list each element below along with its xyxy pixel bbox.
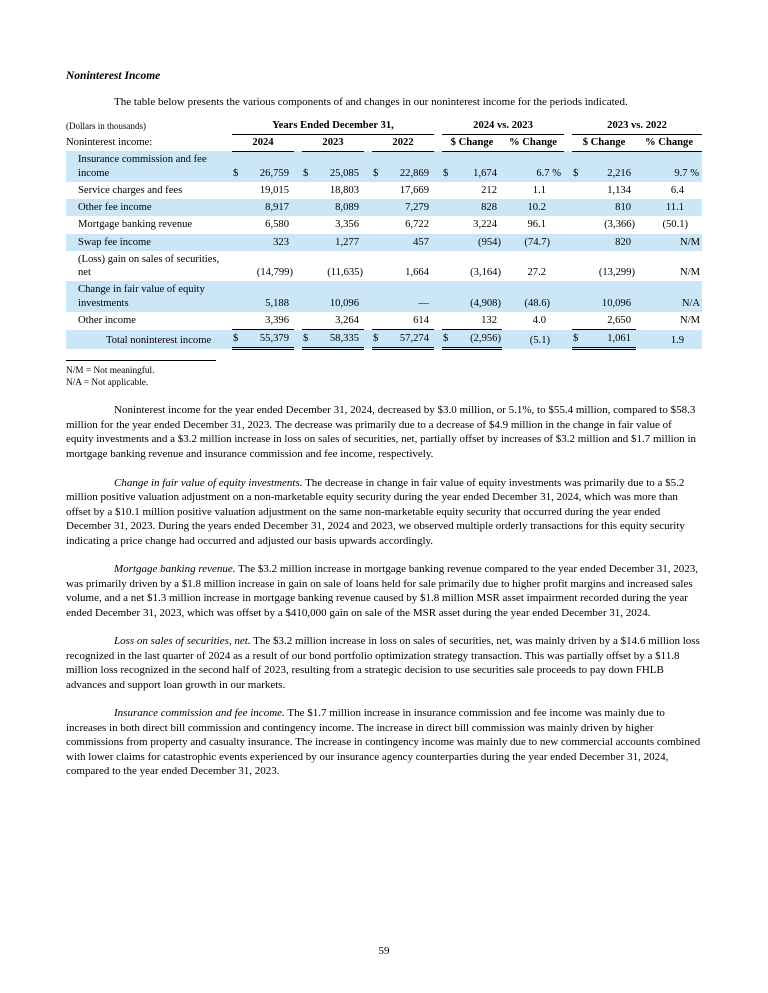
value-2022: 57,274: [386, 330, 434, 349]
table-row: [66, 216, 702, 233]
dollar-change-2024-2023: (2,956): [456, 330, 502, 349]
dollar-sign: $: [372, 330, 386, 349]
table-row: [66, 281, 702, 311]
value-2022: 22,869: [386, 151, 434, 181]
intro-paragraph: The table below presents the various components of and changes in our noninterest income for the periods indicated.: [114, 96, 628, 108]
dollar-sign: $: [442, 330, 456, 349]
dollar-change-2024-2023: 132: [456, 312, 502, 330]
dollar-change-2024-2023: 828: [456, 199, 502, 216]
pct-change-2023-2022: 1.9: [636, 330, 702, 349]
paragraph-text: The decrease in change in fair value of equity investments was primarily due to a $5.2 million positive valuation adjustment on a non-marketable equity security during the year ended December 31, 2024, which was more than offset by a $10.1 million positive valuation adjustment on the same non-marketable equity security that occurred during the year ended December 31, 2023. During the years ended December 31, 2024 and 2023, we observed multiple orderly transactions for this equity security indicating a price change had occurred and adjusted our basis upwards accordingly.: [66, 476, 685, 547]
dollar-sign: [232, 234, 246, 251]
paragraph-lead: Change in fair value of equity investments.: [114, 476, 303, 489]
dollars-in-thousands-note: (Dollars in thousands): [66, 121, 146, 131]
dollar-sign: [372, 281, 386, 311]
value-2024: 3,396: [246, 312, 294, 330]
dollar-change-2024-2023: 212: [481, 184, 497, 196]
col-header-2023: 2023: [302, 134, 364, 151]
section-title: Noninterest Income: [66, 70, 161, 82]
dollar-sign: [572, 251, 586, 281]
dollar-sign: [232, 281, 246, 311]
paragraph-text: Noninterest income for the year ended December 31, 2024, decreased by $3.0 million, or 5.1%, to $55.4 million, compared to $58.3 million for the year ended December 31, 2023. The decrease was primarily due to a decrease of $4.9 million in the change in fair value of equity investments and a $3.2 million increase in loss on sales of securities, net, partially offset by increases of $3.2 million and $1.7 million in mortgage banking revenue and insurance commission and fee income, respectively.: [66, 404, 697, 460]
table-row: [66, 151, 702, 181]
dollar-sign: [302, 199, 316, 216]
years-ended-header: Years Ended December 31,: [232, 118, 434, 135]
row-label: Mortgage banking revenue: [78, 219, 193, 231]
dollar-sign: $: [572, 151, 586, 181]
pct-change-2024-2023: (5.1): [502, 330, 564, 349]
col-header-pct-change-1: % Change: [502, 134, 564, 151]
table-group-header-row: [66, 118, 702, 135]
dollar-change-2024-2023: (4,908): [456, 281, 502, 311]
value-2024: 5,188: [246, 281, 294, 311]
dollar-sign: $: [232, 330, 246, 349]
value-2024: (14,799): [256, 267, 293, 279]
dollar-change-2023-2022: 1,134: [607, 184, 632, 196]
table-column-header-row: [66, 134, 702, 151]
pct-change-2023-2022: N/M: [680, 315, 701, 327]
group-2023-vs-2022: 2023 vs. 2022: [572, 118, 702, 135]
value-2023: (11,635): [327, 267, 363, 279]
value-2023: 18,803: [329, 184, 359, 196]
table-row: [66, 199, 702, 216]
dollar-sign: [442, 312, 456, 330]
dollar-sign: [572, 216, 586, 233]
group-2024-vs-2023: 2024 vs. 2023: [442, 118, 564, 135]
pct-change-2023-2022: 6.4: [670, 184, 685, 196]
pct-change-2023-2022: 9.7 %: [636, 151, 702, 181]
pct-change-2024-2023: 6.7 %: [502, 151, 564, 181]
dollar-sign: [442, 199, 456, 216]
value-2024: 26,759: [246, 151, 294, 181]
value-2022: 457: [386, 234, 434, 251]
value-2023: 1,277: [316, 234, 364, 251]
value-2022: —: [386, 281, 434, 311]
paragraph-equity-investments: [66, 476, 702, 549]
footnote-block: [66, 360, 702, 389]
value-2024: 19,015: [259, 184, 289, 196]
pct-change-2023-2022: N/M: [680, 267, 701, 279]
noninterest-income-table: [66, 118, 702, 351]
value-2023: 25,085: [316, 151, 364, 181]
dollar-sign: [572, 234, 586, 251]
pct-change-2024-2023: 96.1: [527, 219, 547, 231]
row-label: Swap fee income: [66, 234, 232, 251]
dollar-sign: $: [572, 330, 586, 349]
dollar-sign: [232, 216, 246, 233]
dollar-sign: [572, 312, 586, 330]
col-header-dollar-change-2: $ Change: [572, 134, 636, 151]
page-number: 59: [378, 945, 390, 957]
pct-change-2023-2022: N/A: [636, 281, 702, 311]
dollar-sign: [302, 312, 316, 330]
paragraph-text: The $1.7 million increase in insurance commission and fee income was mainly due to increases in both direct bill commission and contingency income. The increase in direct bill commission was mainly driven by higher commissions from property and casualty insurance. The increase in contingency income was mainly due to new commercial accounts combined with lower claims for catastrophic events experienced by our insurance agency counterparties during the year ended December 31, 2024, compared to the year ended December 31, 2023.: [66, 707, 701, 778]
dollar-sign: [232, 199, 246, 216]
footnote-nm: N/M = Not meaningful.: [66, 366, 155, 377]
dollar-sign: [442, 281, 456, 311]
paragraph-lead: Insurance commission and fee income.: [114, 707, 285, 720]
dollar-sign: [372, 234, 386, 251]
value-2023: 10,096: [316, 281, 364, 311]
row-label: (Loss) gain on sales of securities, net: [78, 253, 220, 279]
noninterest-income-label: Noninterest income:: [66, 137, 153, 149]
dollar-change-2023-2022: 820: [586, 234, 636, 251]
dollar-sign: [232, 312, 246, 330]
dollar-change-2023-2022: 1,061: [586, 330, 636, 349]
value-2023: 8,089: [316, 199, 364, 216]
dollar-sign: [372, 312, 386, 330]
dollar-sign: [302, 216, 316, 233]
row-label: Insurance commission and fee income: [66, 151, 232, 181]
dollar-sign: [232, 182, 246, 199]
col-header-pct-change-2: % Change: [636, 134, 702, 151]
pct-change-2024-2023: 4.0: [532, 315, 547, 327]
paragraph-text: The $3.2 million increase in mortgage banking revenue compared to the year ended December 31, 2023, was primarily driven by a $1.8 million increase in gain on sale of loans held for sale primarily due to higher profit margins and increased sales volume, and a net $1.3 million increase in mortgage banking revenue caused by $1.8 million MSR asset impairment recorded during the year ended December 31, 2023, which was offset by a $410,000 gain on sale of the MSR asset during the year ended December 31, 2024.: [66, 563, 699, 619]
pct-change-2023-2022: N/M: [636, 234, 702, 251]
dollar-sign: [572, 182, 586, 199]
pct-change-2024-2023: (74.7): [502, 234, 564, 251]
value-2023: 3,356: [335, 219, 359, 231]
dollar-change-2023-2022: 10,096: [586, 281, 636, 311]
dollar-sign: [372, 182, 386, 199]
footnote-na: N/A = Not applicable.: [66, 378, 149, 389]
dollar-sign: $: [442, 151, 456, 181]
row-label: Service charges and fees: [78, 184, 183, 196]
dollar-sign: $: [302, 151, 316, 181]
dollar-change-2023-2022: (13,299): [598, 267, 636, 279]
dollar-sign: [302, 182, 316, 199]
value-2024: 323: [246, 234, 294, 251]
pct-change-2023-2022: 11.1: [636, 199, 702, 216]
dollar-sign: [232, 251, 246, 281]
dollar-change-2023-2022: (3,366): [604, 219, 636, 231]
value-2023: 3,264: [316, 312, 364, 330]
paragraph-mortgage-banking: [66, 562, 702, 620]
dollar-change-2023-2022: 2,216: [586, 151, 636, 181]
dollar-sign: [302, 281, 316, 311]
paragraph-lead: Mortgage banking revenue.: [114, 563, 236, 576]
dollar-sign: [372, 216, 386, 233]
pct-change-2024-2023: 10.2: [502, 199, 564, 216]
value-2022: 614: [386, 312, 434, 330]
row-label: Other fee income: [66, 199, 232, 216]
paragraph-text: The $3.2 million increase in loss on sales of securities, net, was mainly driven by a $14.6 million loss recognized in the last quarter of 2024 as a result of our bond portfolio optimization strategy transaction. This was partially offset by a $11.8 million loss recognized in the second half of 2023, resulting from a strategic decision to use securities sale proceeds to pay down FHLB advances and support loan growth in our markets.: [66, 635, 700, 691]
dollar-sign: [572, 199, 586, 216]
row-label: Change in fair value of equity investments: [66, 281, 232, 311]
value-2022: 1,664: [405, 267, 429, 279]
paragraph-insurance-commission: [66, 706, 702, 779]
dollar-sign: [302, 234, 316, 251]
dollar-change-2024-2023: 1,674: [456, 151, 502, 181]
dollar-sign: [372, 199, 386, 216]
col-header-2022: 2022: [372, 134, 434, 151]
pct-change-2024-2023: (48.6): [502, 281, 564, 311]
dollar-sign: $: [372, 151, 386, 181]
dollar-change-2023-2022: 810: [586, 199, 636, 216]
value-2022: 7,279: [386, 199, 434, 216]
row-label: Other income: [78, 315, 136, 327]
dollar-sign: $: [232, 151, 246, 181]
paragraph-loss-on-securities: [66, 634, 702, 692]
pct-change-2024-2023: 1.1: [532, 184, 547, 196]
paragraph-overview: [66, 403, 702, 461]
col-header-2024: 2024: [232, 134, 294, 151]
table-row: [66, 251, 702, 281]
dollar-change-2023-2022: 2,650: [586, 312, 636, 330]
value-2024: 55,379: [246, 330, 294, 349]
value-2022: 6,722: [405, 219, 429, 231]
dollar-change-2024-2023: 3,224: [473, 219, 497, 231]
dollar-sign: [372, 251, 386, 281]
table-row: [66, 234, 702, 251]
pct-change-2024-2023: 27.2: [527, 267, 547, 279]
value-2022: 17,669: [399, 184, 429, 196]
table-row: [66, 312, 702, 330]
dollar-sign: $: [302, 330, 316, 349]
dollar-sign: [442, 251, 456, 281]
dollar-change-2024-2023: (3,164): [470, 267, 501, 279]
value-2024: 8,917: [246, 199, 294, 216]
value-2024: 6,580: [265, 219, 289, 231]
dollar-sign: [442, 216, 456, 233]
row-label: Total noninterest income: [66, 330, 232, 349]
pct-change-2023-2022: (50.1): [662, 219, 689, 231]
dollar-change-2024-2023: (954): [456, 234, 502, 251]
dollar-sign: [442, 182, 456, 199]
footnote-divider: [66, 360, 216, 361]
dollar-sign: [442, 234, 456, 251]
table-row: [66, 182, 702, 199]
table-total-row: [66, 330, 702, 349]
dollar-sign: [302, 251, 316, 281]
value-2023: 58,335: [316, 330, 364, 349]
paragraph-lead: Loss on sales of securities, net.: [114, 635, 251, 648]
dollar-sign: [572, 281, 586, 311]
col-header-dollar-change-1: $ Change: [442, 134, 502, 151]
